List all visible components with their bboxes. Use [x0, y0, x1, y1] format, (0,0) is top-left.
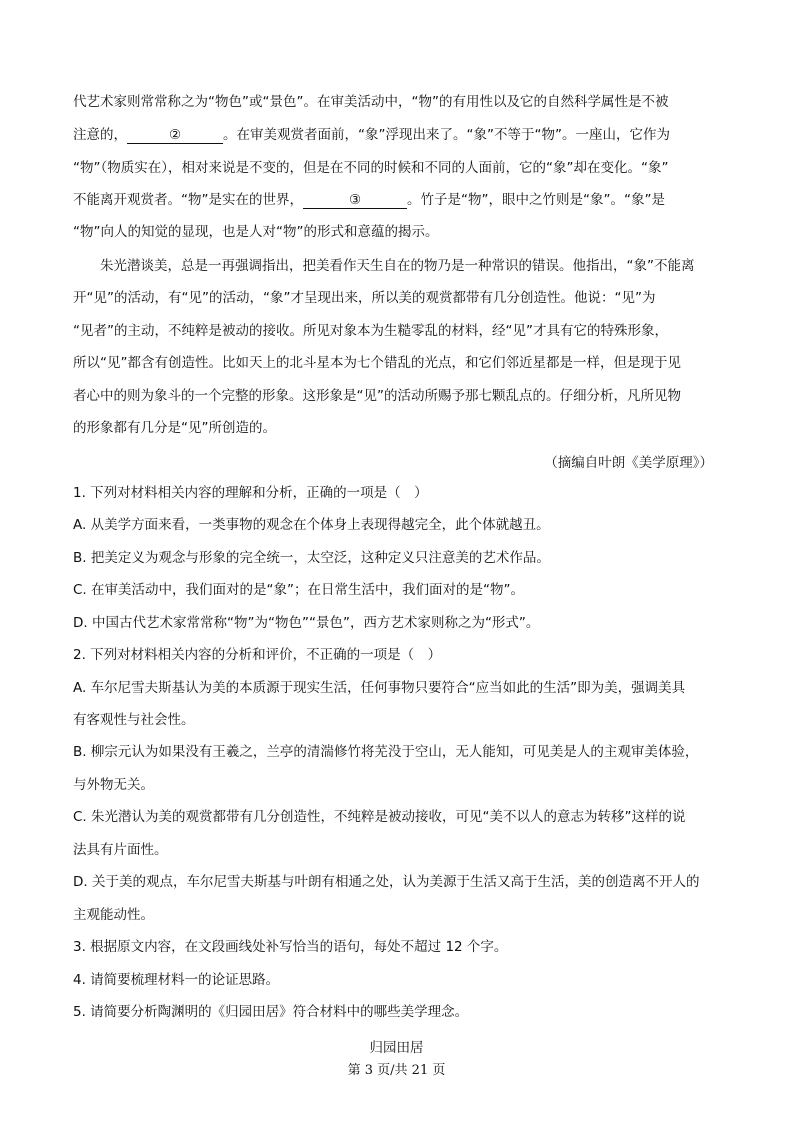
q1-option-a[interactable]: A. 从美学方面来看，一类事物的观念在个体身上表现得越完全，此个体就越丑。: [73, 517, 550, 533]
passage-line: 所以“见”都含有创造性。比如天上的北斗星本为七个错乱的光点，和它们邻近星都是一样，但是现于见: [73, 355, 681, 371]
q1-option-d[interactable]: D. 中国古代艺术家常常称“物”为“物色”“景色”，西方艺术家则称之为“形式”。: [73, 615, 540, 631]
q1-option-b[interactable]: B. 把美定义为观念与形象的完全统一，太空泛，这种定义只注意美的艺术作品。: [73, 550, 550, 566]
passage-line: 不能离开观赏者。“物”是实在的世界， ③ 。竹子是“物”，眼中之竹则是“象”。“象”是: [73, 192, 665, 208]
passage-line: “见者”的主动，不纯粹是被动的接收。所见对象本为生糙零乱的材料，经“见”才具有它的特殊形象，: [73, 323, 668, 339]
q2-option-d-cont: 主观能动性。: [73, 907, 154, 923]
question-2-stem: 2. 下列对材料相关内容的分析和评价，不正确的一项是（ ）: [73, 647, 442, 663]
passage-line: “物”向人的知觉的显现，也是人对“物”的形式和意蕴的揭示。: [73, 224, 439, 240]
answer-blank-3[interactable]: ③: [303, 192, 407, 209]
q2-option-b-cont: 与外物无关。: [73, 777, 154, 793]
q2-option-d[interactable]: D. 关于美的观点，车尔尼雪夫斯基与叶朗有相通之处，认为美源于生活又高于生活，美的创造离不开人的: [73, 874, 700, 890]
passage-line: 开“见”的活动，有“见”的活动，“象”才呈现出来，所以美的观赏都带有几分创造性。他说：“见”为: [73, 290, 656, 306]
q2-option-a-cont: 有客观性与社会性。: [73, 712, 195, 728]
source-citation: （摘编自叶朗《美学原理》）: [544, 455, 713, 471]
q2-option-b[interactable]: B. 柳宗元认为如果没有王羲之，兰亭的清湍修竹将芜没于空山，无人能知，可见美是人的主观审美体验，: [73, 744, 699, 760]
poem-title: 归园田居: [369, 1040, 424, 1056]
q1-option-c[interactable]: C. 在审美活动中，我们面对的是“象”；在日常生活中，我们面对的是“物”。: [73, 582, 524, 598]
answer-blank-2[interactable]: ②: [127, 127, 223, 144]
passage-line: 的形象都有几分是“见”所创造的。: [73, 420, 276, 436]
q2-option-a[interactable]: A. 车尔尼雪夫斯基认为美的本质源于现实生活，任何事物只要符合“应当如此的生活”即为美，强调美具: [73, 680, 686, 696]
passage-line: 朱光潜谈美，总是一再强调指出，把美看作天生自在的物乃是一种常识的错误。他指出，“象”不能离: [100, 258, 695, 274]
question-3: 3. 根据原文内容，在文段画线处补写恰当的语句，每处不超过 12 个字。: [73, 939, 508, 955]
q2-option-c-cont: 法具有片面性。: [73, 842, 168, 858]
question-5: 5. 请简要分析陶渊明的《归园田居》符合材料中的哪些美学理念。: [73, 1004, 469, 1020]
passage-line: “物”（物质实在），相对来说是不变的，但是在不同的时候和不同的人面前，它的“象”却在变化。“象”: [73, 160, 669, 176]
passage-line: 注意的， ② 。在审美观赏者面前，“象”浮现出来了。“象”不等于“物”。一座山，它作为: [73, 127, 670, 143]
passage-line: 代艺术家则常常称之为“物色”或“景色”。在审美活动中，“物”的有用性以及它的自然科学属性是不被: [73, 94, 669, 110]
page-footer: 第 3 页/共 21 页: [347, 1063, 446, 1078]
question-4: 4. 请简要梳理材料一的论证思路。: [73, 972, 280, 988]
q2-option-c[interactable]: C. 朱光潜认为美的观赏都带有几分创造性，不纯粹是被动接收，可见“美不以人的意志为转移”这样的说: [73, 809, 686, 825]
question-1-stem: 1. 下列对材料相关内容的理解和分析，正确的一项是（ ）: [73, 485, 428, 501]
passage-line: 者心中的则为象斗的一个完整的形象。这形象是“见”的活动所赐予那七颗乱点的。仔细分析，凡所见物: [73, 388, 681, 404]
